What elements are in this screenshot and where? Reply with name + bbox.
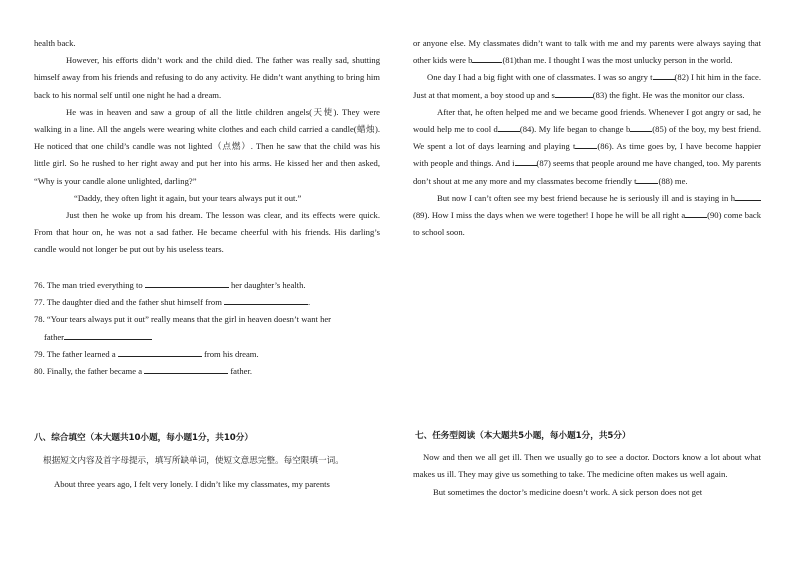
answer-blank[interactable] — [636, 174, 658, 184]
story-paragraph: However, his efforts didn’t work and the child died. The father was really sad, shutting himself away from his friends and refusing to do any activity. He didn’t want anything to bring him back to his normal self until one night he had a dream. — [34, 55, 380, 100]
cloze-paragraph: or anyone else. My classmates didn’t want to talk with me and my parents were always saying that other kids were b (81)than me. I thought I was the most unlucky person in the world. — [413, 38, 761, 66]
cloze-paragraph: But now I can’t often see my best friend because he is seriously ill and is staying in h(89). How I miss the days when we were together! I hope he will be all right a (90) come back to school soon. — [413, 192, 761, 238]
answer-blank[interactable] — [555, 88, 593, 98]
section-8-instruction: 根据短文内容及首字母提示，填写所缺单词，使短文意思完整。每空限填一词。 — [43, 456, 344, 467]
section-7-paragraph: Now and then we all get ill. Then we usually go to see a doctor. Doctors know a lot about what makes us ill. They may give us something to take. The medicine often makes us well again. — [413, 452, 761, 480]
section-7-paragraph: But sometimes the doctor’s medicine doesn’t work. A sick person does not get — [433, 486, 703, 497]
answer-blank[interactable] — [145, 278, 229, 288]
answer-blank[interactable] — [653, 70, 675, 80]
question-77: 77. The daughter died and the father shut himself from . — [34, 297, 311, 308]
story-paragraph: Just then he woke up from his dream. The lesson was clear, and its effects were quick. From that hour on, he was not a sad father. He became cheerful with his friends. His darling’s candle would not longer be put out by his useless tears. — [34, 210, 380, 255]
cloze-paragraph: After that, he often helped me and we became good friends. Whenever I got angry or sad, he would help me to cool d (84). My life began to change b (85) of the boy, my best friend. We spent a lot of days learning and playing t (86). As time goes by, I have become happier with people and things. And i (87) seems that people around me have changed, too. My parents don’t shout at me any more and my classmates become friendly t (88) me. — [413, 106, 761, 186]
answer-blank[interactable] — [735, 191, 761, 201]
section-7-title: 七、任务型阅读（本大题共5小题，每小题1分，共5分） — [415, 431, 631, 441]
answer-blank[interactable] — [224, 295, 308, 305]
cloze-paragraph: One day I had a big fight with one of classmates. I was so angry t (82) I hit him in the face. Just at that moment, a boy stood up and s (83) the fight. He was the monitor our class. — [413, 72, 761, 100]
story-paragraph: health back. — [34, 38, 76, 48]
story-paragraph: He was in heaven and saw a group of all the little children angels(天使). They were walking in a line. All the angels were wearing white clothes and each child carried a candle(蜡烛). He noticed that one child’s candle was not lighted（点燃）. Then he saw that the child was his little girl. So he rushed to her right away and put her into his arms. He kissed her and then asked, “Why is your candle alone unlighted, darling?” — [34, 106, 380, 186]
answer-blank[interactable] — [64, 330, 152, 340]
answer-blank[interactable] — [472, 53, 502, 63]
answer-blank[interactable] — [144, 364, 228, 374]
section-8-title: 八、综合填空（本大题共10小题，每小题1分，共10分） — [34, 433, 253, 443]
question-78: 78. “Your tears always put it out” really means that the girl in heaven doesn’t want her — [34, 314, 332, 325]
answer-blank[interactable] — [630, 122, 652, 132]
story-passage — [34, 35, 380, 259]
question-78-continued: father — [34, 329, 380, 346]
section-7 — [413, 428, 761, 501]
question-79: 79. The father learned a from his dream. — [34, 348, 259, 359]
story-paragraph: “Daddy, they often light it again, but your tears always put it out.” — [74, 192, 302, 203]
answer-blank[interactable] — [515, 156, 537, 166]
question-list — [34, 277, 380, 380]
section-8-paragraph: About three years ago, I felt very lonely. I didn’t like my classmates, my parents — [54, 479, 330, 490]
question-76: 76. The man tried everything to her daughter’s health. — [34, 280, 306, 290]
answer-blank[interactable] — [498, 122, 520, 132]
question-80: 80. Finally, the father became a father. — [34, 366, 253, 377]
cloze-passage — [413, 35, 761, 241]
section-8 — [34, 430, 380, 494]
answer-blank[interactable] — [685, 208, 707, 218]
answer-blank[interactable] — [575, 139, 597, 149]
answer-blank[interactable] — [118, 347, 202, 357]
